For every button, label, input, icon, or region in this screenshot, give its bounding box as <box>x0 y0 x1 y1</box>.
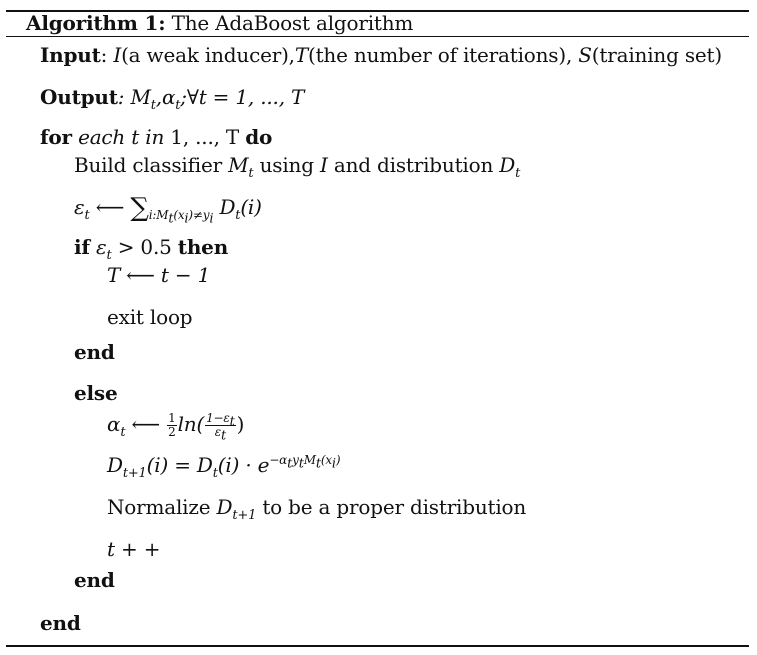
increment-line: t + + <box>107 537 161 561</box>
normalize-text: to be a proper distribution <box>256 495 527 519</box>
update-lhs-sub: t+1 <box>122 466 147 481</box>
build-var-i: I <box>320 153 328 177</box>
then-keyword: then <box>177 235 229 259</box>
error-denominator-sub: t <box>220 428 226 444</box>
for-keyword: for <box>40 125 72 149</box>
sum-symbol: ∑ <box>130 193 149 223</box>
half-denominator: 2 <box>168 425 176 439</box>
output-math: ,α <box>155 85 176 109</box>
build-line <box>74 153 521 181</box>
exponent-sub: t <box>287 456 293 472</box>
end-else-line: end <box>74 568 115 592</box>
exponent-sub: i <box>331 456 336 472</box>
if-condition-sub: t <box>106 248 112 263</box>
if-condition: > 0.5 <box>111 235 178 259</box>
output-line <box>40 85 305 113</box>
build-var-m: M <box>228 153 249 177</box>
exponent-text: (x <box>320 453 332 468</box>
input-keyword: Input <box>40 43 101 67</box>
input-var-t: T <box>294 43 308 67</box>
ln-close: ) <box>236 412 245 436</box>
assign-arrow: ⟵ <box>89 195 131 219</box>
exponent-text: ) <box>335 453 341 468</box>
sum-sub-text: t <box>168 211 174 227</box>
normalize-var-d: D <box>216 495 233 519</box>
sum-sub-text: (x <box>173 208 185 222</box>
normalize-sub: t+1 <box>232 508 257 523</box>
build-text: Build classifier <box>74 153 229 177</box>
output-sub: t <box>150 98 156 113</box>
error-numerator-sub: t <box>229 414 235 430</box>
error-numerator-text: 1−ε <box>206 411 230 425</box>
build-text: using <box>253 153 320 177</box>
alpha-sub: t <box>120 425 126 440</box>
half-fraction <box>167 412 176 439</box>
for-line <box>40 125 272 149</box>
algorithm-caption <box>26 11 413 35</box>
ln-function: ln( <box>177 412 205 436</box>
end-for-line: end <box>40 611 81 635</box>
bottom-rule <box>6 645 749 647</box>
input-text: (the number of iterations), <box>307 43 579 67</box>
for-each-text: each t in <box>78 125 165 149</box>
update-lhs: D <box>107 453 123 477</box>
exponent-text: −α <box>269 453 288 468</box>
do-keyword: do <box>245 125 273 149</box>
build-sub: t <box>515 166 521 181</box>
build-text: and distribution <box>327 153 500 177</box>
normalize-line <box>107 495 527 523</box>
sum-term: D <box>213 195 236 219</box>
epsilon-sub: t <box>84 208 90 223</box>
input-var-s: S <box>578 43 592 67</box>
build-var-d: D <box>499 153 516 177</box>
sum-term-sub: t <box>235 208 241 223</box>
epsilon-line <box>74 193 262 227</box>
error-fraction <box>205 411 236 444</box>
sum-subscript <box>148 208 214 227</box>
output-keyword: Output <box>40 85 118 109</box>
t-assign-line: T ⟵ t − 1 <box>107 263 211 287</box>
sum-sub-text: i <box>184 211 189 227</box>
sum-sub-text: i:M <box>148 208 169 222</box>
update-line <box>107 453 341 481</box>
else-line: else <box>74 381 118 405</box>
sum-term: (i) <box>240 195 262 219</box>
sum-sub-text: )≠y <box>188 208 210 222</box>
algorithm-label: Algorithm 1: <box>26 11 166 35</box>
input-text: (training set) <box>591 43 722 67</box>
if-condition: ε <box>89 235 107 259</box>
if-keyword: if <box>74 235 90 259</box>
exponent-text: M <box>303 453 316 468</box>
sum-sub-text: i <box>209 211 214 227</box>
end-if-line: end <box>74 340 115 364</box>
alpha-line <box>107 411 245 444</box>
exponent-text: y <box>292 453 299 468</box>
exit-loop-line: exit loop <box>107 305 193 329</box>
error-denominator-text: ε <box>214 425 221 439</box>
caption-rule <box>6 36 749 37</box>
half-numerator: 1 <box>168 411 176 425</box>
exponent-sub: t <box>298 456 304 472</box>
assign-arrow: ⟵ <box>125 412 167 436</box>
update-equation: (i) = D <box>146 453 213 477</box>
for-range: 1, ..., T <box>164 125 246 149</box>
update-rhs-sub: t <box>212 466 218 481</box>
exponent <box>269 453 341 472</box>
input-text: (a weak inducer), <box>121 43 295 67</box>
output-sub: t <box>175 98 181 113</box>
update-equation: (i) · e <box>217 453 270 477</box>
algorithm-title: The AdaBoost algorithm <box>171 11 414 35</box>
build-sub: t <box>248 166 254 181</box>
output-math: : M <box>117 85 151 109</box>
exponent-sub: t <box>315 456 321 472</box>
output-math: ;∀t = 1, ..., T <box>180 85 305 109</box>
input-text: : <box>100 43 114 67</box>
input-line <box>40 43 722 67</box>
input-var-i: I <box>113 43 122 67</box>
epsilon-symbol: ε <box>74 195 85 219</box>
if-line <box>74 235 229 263</box>
normalize-text: Normalize <box>107 495 217 519</box>
error-numerator <box>205 411 236 430</box>
alpha-symbol: α <box>107 412 121 436</box>
